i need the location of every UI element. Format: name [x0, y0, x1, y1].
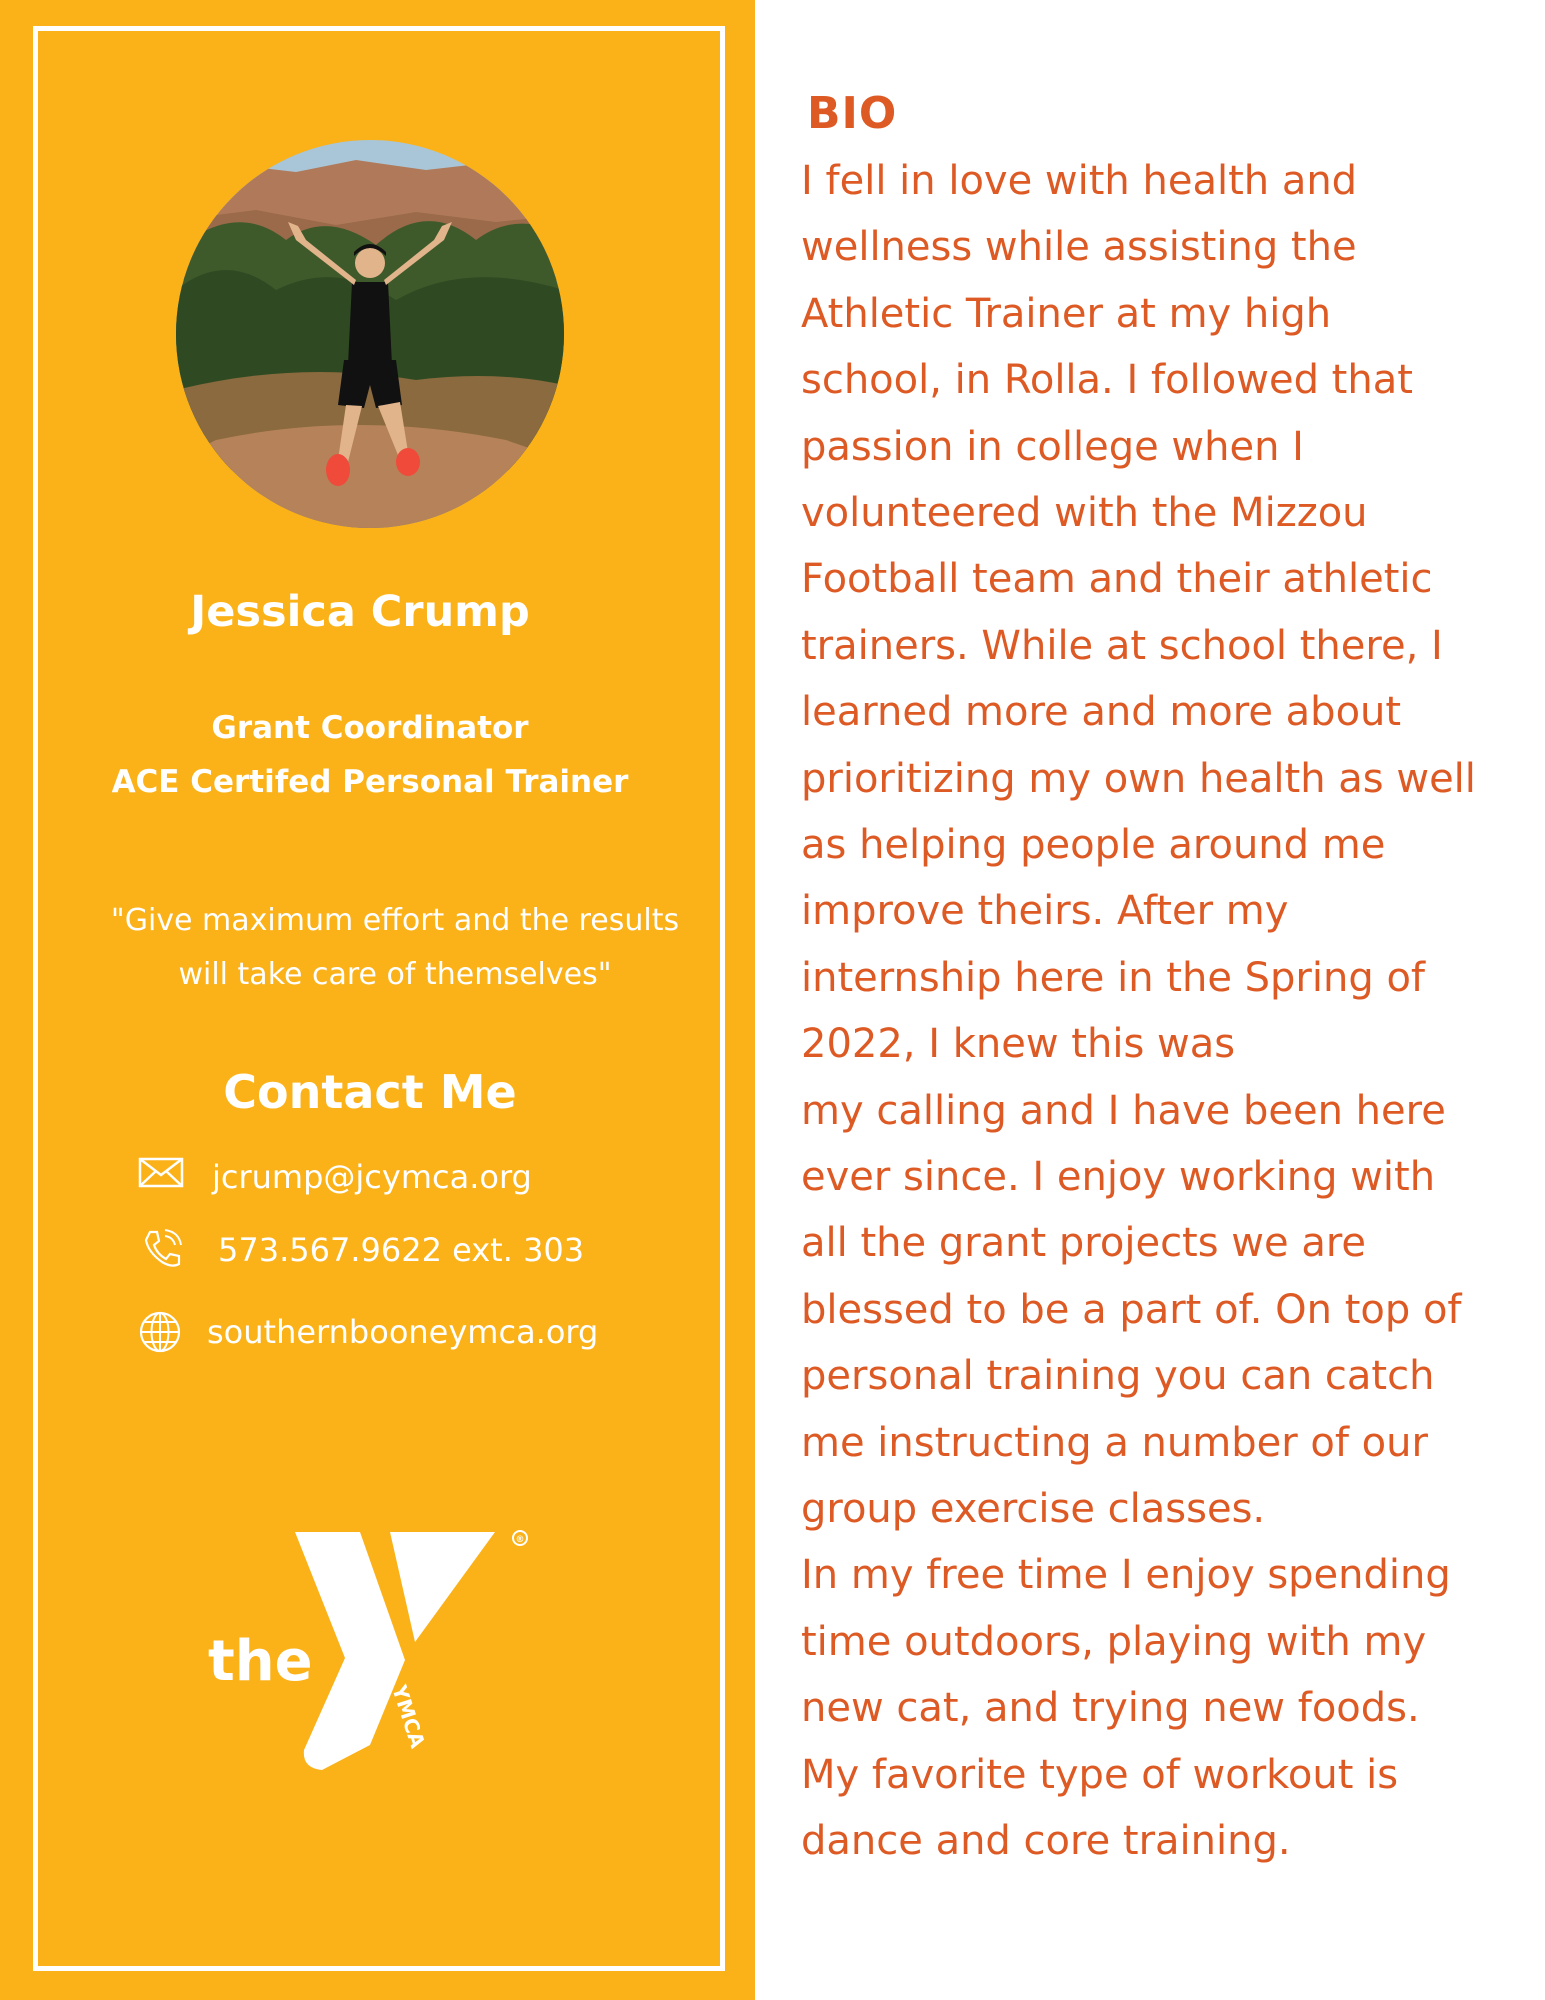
bio-line: blessed to be a part of. On top of: [801, 1286, 1462, 1333]
ymca-logo: [200, 1520, 530, 1784]
email-link[interactable]: jcrump@jcymca.org: [212, 1158, 532, 1196]
logo-mark-ymca: YMCA: [387, 1682, 431, 1751]
bio-line: new cat, and trying new foods.: [801, 1685, 1420, 1732]
bio-line: as helping people around me: [801, 822, 1386, 868]
bio-line: me instructing a number of our: [801, 1419, 1428, 1466]
website-link[interactable]: southernbooneymca.org: [207, 1313, 599, 1351]
role-title: Grant Coordinator: [211, 710, 529, 746]
profile-sidebar: [0, 0, 755, 2000]
bio-line: school, in Rolla. I followed that: [801, 357, 1413, 404]
profile-name: Jessica Crump: [190, 587, 530, 637]
bio-line: 2022, I knew this was: [801, 1021, 1236, 1068]
bio-line: My favorite type of workout is: [801, 1751, 1399, 1798]
bio-line: trainers. While at school there, I: [801, 622, 1443, 669]
profile-photo: [176, 140, 564, 528]
contact-heading: Contact Me: [223, 1065, 517, 1119]
certification-title: ACE Certifed Personal Trainer: [111, 764, 629, 800]
bio-line: personal training you can catch: [801, 1353, 1435, 1400]
bio-line: dance and core training.: [801, 1818, 1291, 1864]
bio-line: learned more and more about: [801, 689, 1402, 736]
bio-line: ever since. I enjoy working with: [801, 1154, 1436, 1200]
bio-line: passion in college when I: [801, 423, 1304, 470]
phone-icon: [142, 1228, 182, 1274]
bio-line: internship here in the Spring of: [801, 954, 1426, 1001]
quote-line-1: "Give maximum effort and the results: [110, 903, 680, 938]
bio-line: In my free time I enjoy spending: [801, 1552, 1451, 1599]
bio-line: time outdoors, playing with my: [801, 1618, 1427, 1665]
phone-number[interactable]: 573.567.9622 ext. 303: [218, 1231, 585, 1269]
quote-line-2: will take care of themselves": [178, 957, 612, 992]
envelope-icon: [138, 1155, 184, 1193]
bio-line: prioritizing my own health as well: [801, 755, 1476, 802]
logo-word-the: the: [208, 1629, 313, 1694]
bio-line: improve theirs. After my: [801, 888, 1289, 935]
registered-mark: ®: [515, 1535, 525, 1545]
bio-line: I fell in love with health and: [801, 158, 1358, 204]
bio-line: wellness while assisting the: [801, 224, 1357, 271]
globe-icon: [138, 1310, 182, 1358]
bio-heading: BIO: [807, 88, 898, 139]
bio-line: my calling and I have been here: [801, 1087, 1446, 1134]
bio-line: volunteered with the Mizzou: [801, 490, 1368, 536]
bio-line: all the grant projects we are: [801, 1220, 1367, 1267]
bio-line: Football team and their athletic: [801, 556, 1433, 603]
bio-line: group exercise classes.: [801, 1486, 1266, 1532]
bio-line: Athletic Trainer at my high: [801, 290, 1332, 337]
